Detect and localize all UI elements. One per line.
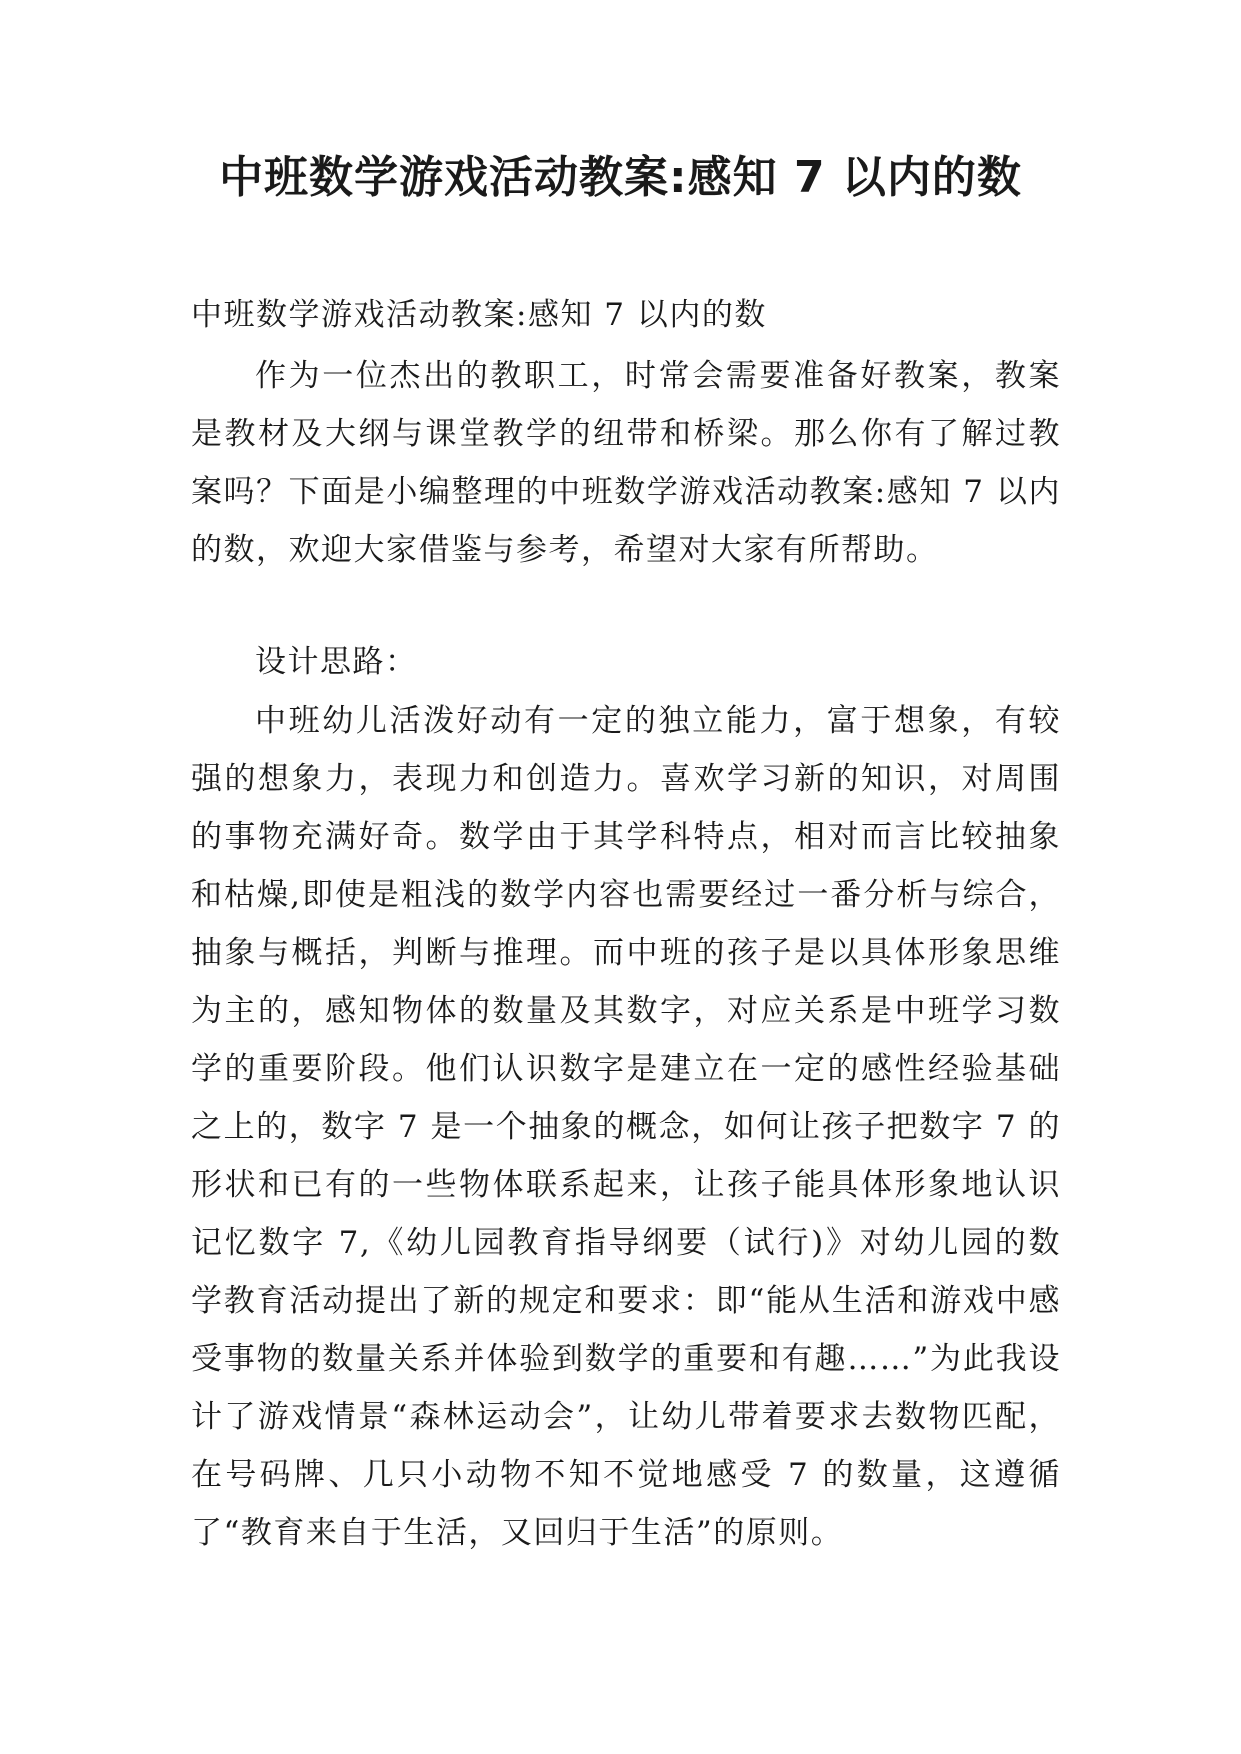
document-title: 中班数学游戏活动教案:感知 7 以内的数 [219,152,1022,203]
intro-paragraph: 作为一位杰出的教职工，时常会需要准备好教案，教案是教材及大纲与课堂教学的纽带和桥梁。那么你有了解过教案吗？下面是小编整理的中班数学游戏活动教案:感知 7 以内的数，欢迎大家借鉴与参考，希望对大家有所帮助。 [191,358,1061,568]
document-subtitle: 中班数学游戏活动教案:感知 7 以内的数 [191,297,767,333]
section-paragraph: 中班幼儿活泼好动有一定的独立能力，富于想象，有较强的想象力，表现力和创造力。喜欢学习新的知识，对周围的事物充满好奇。数学由于其学科特点，相对而言比较抽象和枯燥,即使是粗浅的数学内容也需要经过一番分析与综合，抽象与概括，判断与推理。而中班的孩子是以具体形象思维为主的，感知物体的数量及其数字，对应关系是中班学习数学的重要阶段。他们认识数字是建立在一定的感性经验基础之上的，数字 7 是一个抽象的概念，如何让孩子把数字 7 的形状和已有的一些物体联系起来，让孩子能具体形象地认识记忆数字 7,《幼儿园教育指导纲要（试行)》对幼儿园的数学教育活动提出了新的规定和要求：即“能从生活和游戏中感受事物的数量关系并体验到数学的重要和有趣……”为此我设计了游戏情景“森林运动会”，让幼儿带着要求去数物匹配，在号码牌、几只小动物不知不觉地感受 7 的数量，这遵循了“教育来自于生活，又回归于生活”的原则。 [191,703,1061,1551]
section-heading: 设计思路： [255,644,418,680]
